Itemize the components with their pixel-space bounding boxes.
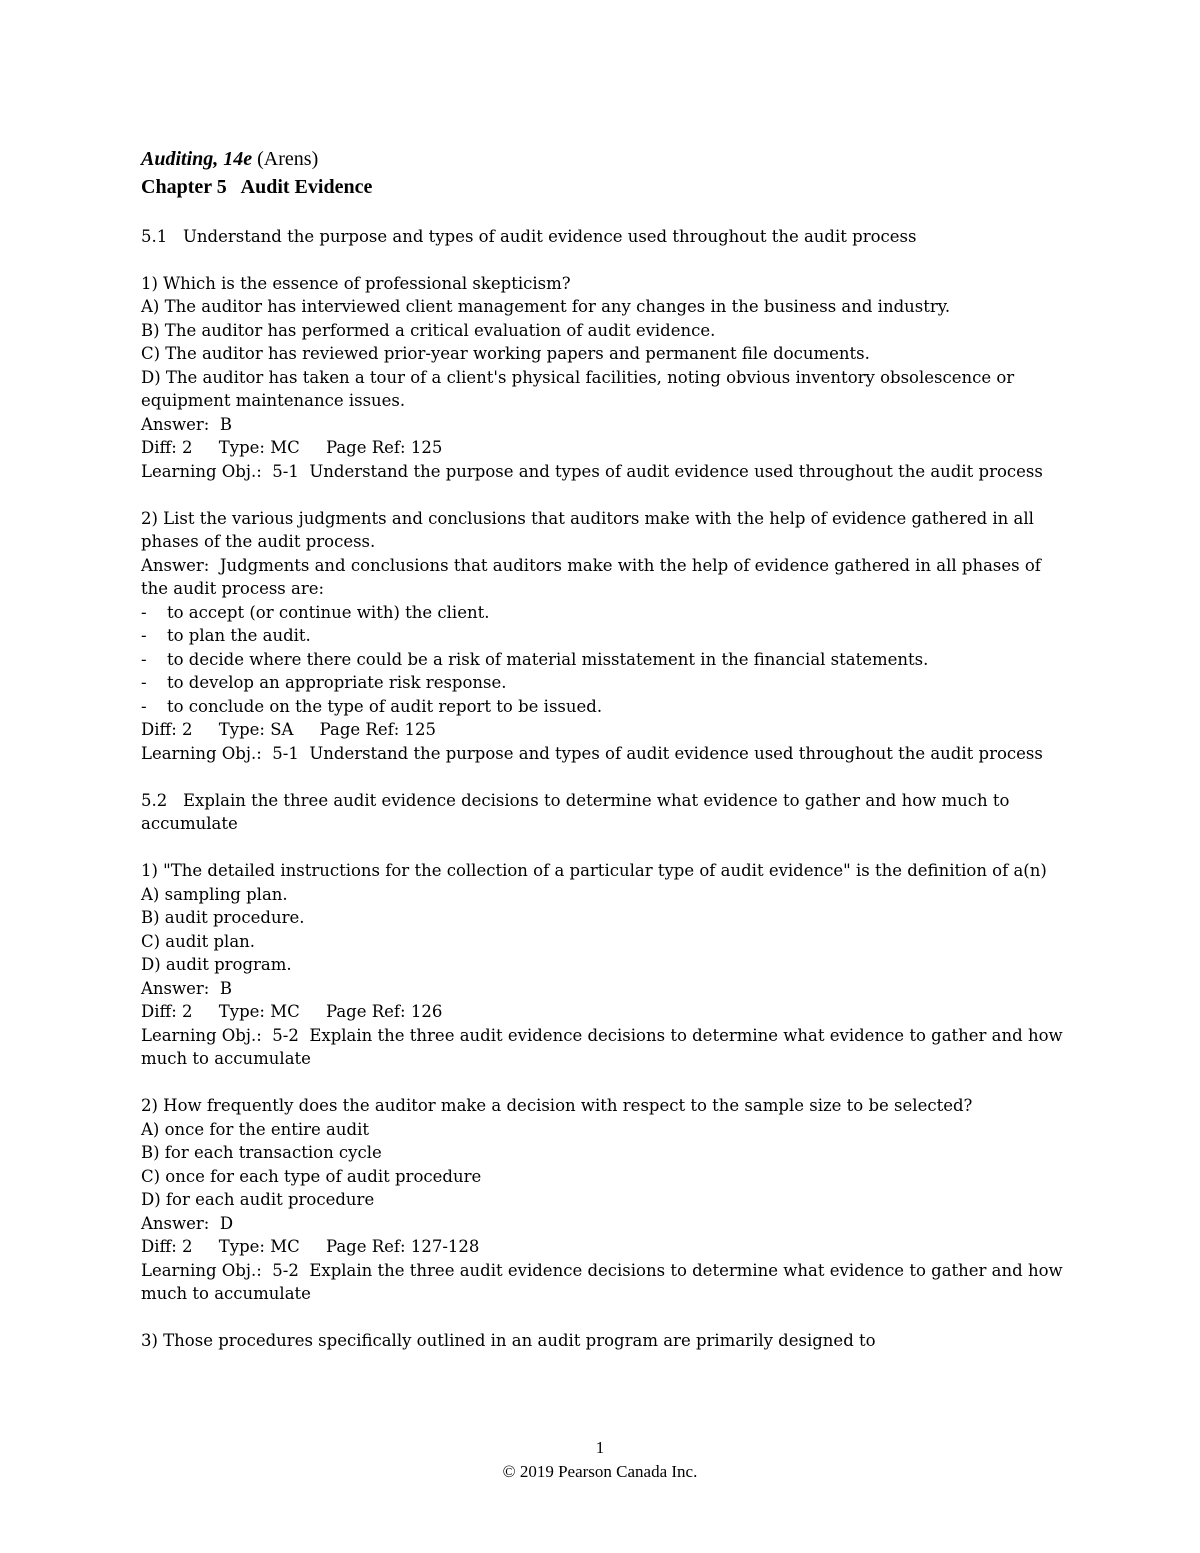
question-text: 3) Those procedures specifically outlined in an audit program are primarily designed to — [141, 1331, 876, 1350]
list-item: - to plan the audit. — [141, 624, 1071, 648]
learning-objective: Learning Obj.: 5-1 Understand the purpose and types of audit evidence used throughout the audit process — [141, 743, 1043, 763]
list-item-text: to conclude on the type of audit report to be issued. — [167, 696, 603, 716]
option-b: B) audit procedure. — [141, 908, 305, 927]
book-title: Auditing, 14e — [141, 148, 253, 170]
question-text: 2) List the various judgments and conclusions that auditors make with the help of evidence gathered in all phases of the audit process. — [141, 508, 1040, 551]
section-heading: 5.1 Understand the purpose and types of audit evidence used throughout the audit process — [141, 226, 917, 246]
question-text: 1) Which is the essence of professional skepticism? — [141, 273, 571, 293]
option-b: B) for each transaction cycle — [141, 1143, 382, 1162]
option-a: A) The auditor has interviewed client management for any changes in the business and industry. — [141, 297, 951, 316]
page-content — [141, 145, 1071, 1353]
list-item-text: to plan the audit. — [167, 626, 311, 645]
option-c: C) audit plan. — [141, 931, 256, 951]
option-b: B) The auditor has performed a critical evaluation of audit evidence. — [141, 320, 716, 340]
question-block — [141, 272, 1071, 484]
difficulty-meta: Diff: 2 Type: MC Page Ref: 127-128 — [141, 1237, 480, 1256]
learning-objective: Learning Obj.: 5-2 Explain the three audit evidence decisions to determine what evidence to gather and how much to accumulate — [141, 1260, 1068, 1303]
answer: Answer: B — [141, 978, 232, 998]
question-text: 1) "The detailed instructions for the collection of a particular type of audit evidence" is the definition of a(n) — [141, 861, 1047, 880]
answer: Answer: B — [141, 414, 232, 434]
question-block — [141, 507, 1071, 766]
list-item: - to accept (or continue with) the client. — [141, 601, 1071, 625]
difficulty-meta: Diff: 2 Type: MC Page Ref: 125 — [141, 438, 443, 457]
learning-objective: Learning Obj.: 5-2 Explain the three audit evidence decisions to determine what evidence to gather and how much to accumulate — [141, 1025, 1068, 1068]
option-c: C) The auditor has reviewed prior-year working papers and permanent file documents. — [141, 344, 870, 363]
question-block — [141, 1094, 1071, 1306]
answer: Answer: Judgments and conclusions that auditors make with the help of evidence gathered in all phases of the audit process are: — [141, 555, 1047, 598]
option-c: C) once for each type of audit procedure — [141, 1166, 482, 1186]
list-item-text: to develop an appropriate risk response. — [167, 673, 507, 692]
chapter-title: Chapter 5 Audit Evidence — [141, 176, 373, 198]
option-d: D) for each audit procedure — [141, 1190, 375, 1209]
list-item: - to conclude on the type of audit report to be issued. — [141, 695, 1071, 719]
option-d: D) The auditor has taken a tour of a client's physical facilities, noting obvious inventory obsolescence or equipment maintenance issues. — [141, 367, 1020, 410]
page-number: 1 — [595, 1438, 605, 1457]
option-d: D) audit program. — [141, 955, 292, 974]
answer: Answer: D — [141, 1213, 234, 1233]
option-a: A) once for the entire audit — [141, 1119, 369, 1139]
list-item: - to develop an appropriate risk response. — [141, 671, 1071, 695]
question-block — [141, 859, 1071, 1071]
difficulty-meta: Diff: 2 Type: MC Page Ref: 126 — [141, 1002, 443, 1021]
list-item-text: to accept (or continue with) the client. — [167, 602, 490, 622]
difficulty-meta: Diff: 2 Type: SA Page Ref: 125 — [141, 720, 437, 739]
list-item: - to decide where there could be a risk of material misstatement in the financial statements. — [141, 648, 1071, 672]
copyright-notice: © 2019 Pearson Canada Inc. — [502, 1462, 698, 1481]
author: (Arens) — [257, 148, 319, 170]
question-text: 2) How frequently does the auditor make a decision with respect to the sample size to be selected? — [141, 1096, 973, 1115]
list-item-text: to decide where there could be a risk of material misstatement in the financial statements. — [167, 649, 929, 669]
option-a: A) sampling plan. — [141, 884, 288, 904]
question-block — [141, 1329, 1071, 1353]
learning-objective: Learning Obj.: 5-1 Understand the purpose and types of audit evidence used throughout the audit process — [141, 461, 1043, 481]
book-title-line — [141, 145, 1071, 173]
section-heading: 5.2 Explain the three audit evidence decisions to determine what evidence to gather and how much to accumulate — [141, 790, 1015, 833]
